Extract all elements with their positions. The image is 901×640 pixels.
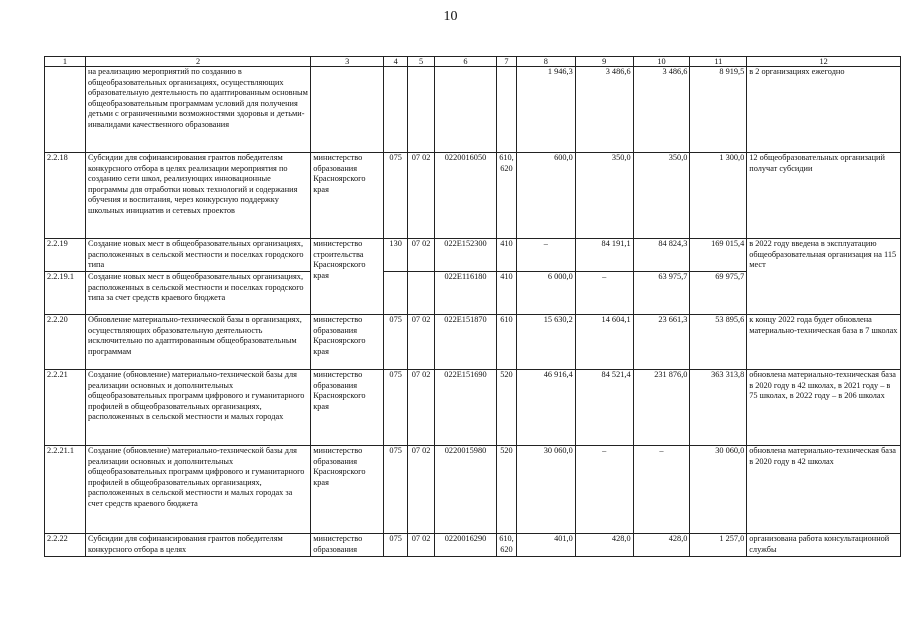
executor: министерство образования Красноярского края bbox=[311, 370, 384, 446]
grbs-code: 075 bbox=[384, 446, 408, 534]
executor: министерство образования Красноярского края bbox=[311, 315, 384, 370]
amount-2021: – bbox=[575, 272, 633, 315]
grbs-code bbox=[384, 67, 408, 153]
section-code: 07 02 bbox=[408, 370, 435, 446]
executor: министерство строительства Красноярского края bbox=[311, 239, 384, 315]
item-number: 2.2.19.1 bbox=[45, 272, 86, 315]
item-number: 2.2.19 bbox=[45, 239, 86, 272]
measure-name: Субсидии для софинансирования грантов победителям конкурсного отбора в целях bbox=[85, 534, 310, 557]
expense-code: 410 bbox=[496, 272, 516, 315]
amount-2022: 84 824,3 bbox=[633, 239, 690, 272]
expense-code: 520 bbox=[496, 370, 516, 446]
amount-total: 53 895,6 bbox=[690, 315, 747, 370]
table-row bbox=[45, 239, 901, 272]
amount-total: 1 300,0 bbox=[690, 153, 747, 239]
amount-2022: 63 975,7 bbox=[633, 272, 690, 315]
target-code: 0220015980 bbox=[435, 446, 497, 534]
target-code: 022E116180 bbox=[435, 272, 497, 315]
expense-code: 610, 620 bbox=[496, 534, 516, 557]
grbs-code: 075 bbox=[384, 370, 408, 446]
grbs-code bbox=[384, 272, 408, 315]
expense-code: 610, 620 bbox=[496, 153, 516, 239]
amount-2021: 350,0 bbox=[575, 153, 633, 239]
amount-2020: 600,0 bbox=[516, 153, 575, 239]
expected-result: в 2022 году введена в эксплуатацию общеобразовательная организация на 115 мест bbox=[747, 239, 901, 315]
grbs-code: 130 bbox=[384, 239, 408, 272]
measure-name: Обновление материально-технической базы в организациях, осуществляющих образовательную деятельность исключительно по адаптированным общеобразовательным программам bbox=[85, 315, 310, 370]
amount-2021: 428,0 bbox=[575, 534, 633, 557]
item-number: 2.2.18 bbox=[45, 153, 86, 239]
grbs-code: 075 bbox=[384, 534, 408, 557]
expense-code: 520 bbox=[496, 446, 516, 534]
expected-result: 12 общеобразовательных организаций получат субсидии bbox=[747, 153, 901, 239]
section-code: 07 02 bbox=[408, 315, 435, 370]
executor bbox=[311, 67, 384, 153]
measure-name: на реализацию мероприятий по созданию в общеобразовательных организациях, осуществляющих образовательную деятельность по адаптированным основным общеобразовательным программам условий для получения детьми с ограниченными возможностями здоровья и детьми-инвалидами качественного образования bbox=[85, 67, 310, 153]
column-number: 11 bbox=[690, 57, 747, 67]
amount-2020: 15 630,2 bbox=[516, 315, 575, 370]
target-code: 022E151870 bbox=[435, 315, 497, 370]
page-number: 10 bbox=[443, 9, 458, 24]
item-number bbox=[45, 67, 86, 153]
amount-2021: 84 191,1 bbox=[575, 239, 633, 272]
item-number: 2.2.20 bbox=[45, 315, 86, 370]
column-number: 7 bbox=[496, 57, 516, 67]
column-number: 2 bbox=[85, 57, 310, 67]
amount-2022: 350,0 bbox=[633, 153, 690, 239]
section-code: 07 02 bbox=[408, 153, 435, 239]
target-code: 0220016290 bbox=[435, 534, 497, 557]
amount-2020: 401,0 bbox=[516, 534, 575, 557]
amount-2020: – bbox=[516, 239, 575, 272]
target-code: 022E151690 bbox=[435, 370, 497, 446]
amount-total: 363 313,8 bbox=[690, 370, 747, 446]
amount-2022: 23 661,3 bbox=[633, 315, 690, 370]
grbs-code: 075 bbox=[384, 153, 408, 239]
column-number: 10 bbox=[633, 57, 690, 67]
executor: министерство образования Красноярского края bbox=[311, 446, 384, 534]
column-number: 5 bbox=[408, 57, 435, 67]
table-row bbox=[45, 446, 901, 534]
amount-2020: 30 060,0 bbox=[516, 446, 575, 534]
item-number: 2.2.22 bbox=[45, 534, 86, 557]
amount-2020: 46 916,4 bbox=[516, 370, 575, 446]
column-number: 6 bbox=[435, 57, 497, 67]
expected-result: обновлена материально-техническая база в 2020 году в 42 школах bbox=[747, 446, 901, 534]
section-code: 07 02 bbox=[408, 239, 435, 272]
measure-name: Создание (обновление) материально-технической базы для реализации основных и дополнительных общеобразовательных программ цифрового и гуманитарного профилей в общеобразовательных организациях, расположенных в сельской местности и малых городах bbox=[85, 370, 310, 446]
table-row bbox=[45, 153, 901, 239]
amount-total: 69 975,7 bbox=[690, 272, 747, 315]
amount-2021: 14 604,1 bbox=[575, 315, 633, 370]
amount-2022: 428,0 bbox=[633, 534, 690, 557]
section-code: 07 02 bbox=[408, 446, 435, 534]
column-number: 3 bbox=[311, 57, 384, 67]
executor: министерство образования Красноярского края bbox=[311, 153, 384, 239]
target-code: 0220016050 bbox=[435, 153, 497, 239]
amount-2022: 3 486,6 bbox=[633, 67, 690, 153]
column-number: 1 bbox=[45, 57, 86, 67]
amount-2021: 84 521,4 bbox=[575, 370, 633, 446]
table-row bbox=[45, 315, 901, 370]
column-number: 8 bbox=[516, 57, 575, 67]
amount-total: 30 060,0 bbox=[690, 446, 747, 534]
table-row bbox=[45, 370, 901, 446]
amount-2021: – bbox=[575, 446, 633, 534]
section-code: 07 02 bbox=[408, 534, 435, 557]
amount-2020: 6 000,0 bbox=[516, 272, 575, 315]
expected-result: в 2 организациях ежегодно bbox=[747, 67, 901, 153]
target-code: 022E152300 bbox=[435, 239, 497, 272]
budget-table bbox=[44, 56, 901, 557]
amount-total: 8 919,5 bbox=[690, 67, 747, 153]
amount-2022: – bbox=[633, 446, 690, 534]
amount-2020: 1 946,3 bbox=[516, 67, 575, 153]
column-number-row bbox=[45, 57, 901, 67]
column-number: 9 bbox=[575, 57, 633, 67]
measure-name: Создание (обновление) материально-технической базы для реализации основных и дополнительных общеобразовательных программ цифрового и гуманитарного профилей в общеобразовательных организациях, расположенных в сельской местности и малых городах за счет средств краевого бюджета bbox=[85, 446, 310, 534]
amount-total: 169 015,4 bbox=[690, 239, 747, 272]
expense-code: 410 bbox=[496, 239, 516, 272]
expected-result: организована работа консультационной службы bbox=[747, 534, 901, 557]
item-number: 2.2.21.1 bbox=[45, 446, 86, 534]
expected-result: к концу 2022 года будет обновлена материально-техническая база в 7 школах bbox=[747, 315, 901, 370]
amount-2022: 231 876,0 bbox=[633, 370, 690, 446]
column-number: 12 bbox=[747, 57, 901, 67]
target-code bbox=[435, 67, 497, 153]
measure-name: Создание новых мест в общеобразовательных организациях, расположенных в сельской местности и поселках городского типа bbox=[85, 239, 310, 272]
item-number: 2.2.21 bbox=[45, 370, 86, 446]
executor: министерство образования bbox=[311, 534, 384, 557]
column-number: 4 bbox=[384, 57, 408, 67]
table-row bbox=[45, 534, 901, 557]
section-code bbox=[408, 272, 435, 315]
measure-name: Субсидии для софинансирования грантов победителям конкурсного отбора в целях реализации мероприятия по созданию сети школ, реализующих инновационные программы для отработки новых технологий и содержания обучения и воспитания, через конкурсную поддержку школьных инициатив и сетевых проектов bbox=[85, 153, 310, 239]
table-row bbox=[45, 67, 901, 153]
amount-total: 1 257,0 bbox=[690, 534, 747, 557]
expense-code bbox=[496, 67, 516, 153]
amount-2021: 3 486,6 bbox=[575, 67, 633, 153]
section-code bbox=[408, 67, 435, 153]
expected-result: обновлена материально-техническая база в 2020 году в 42 школах, в 2021 году – в 75 школах, в 2022 году – в 206 школах bbox=[747, 370, 901, 446]
expense-code: 610 bbox=[496, 315, 516, 370]
measure-name: Создание новых мест в общеобразовательных организациях, расположенных в сельской местности и поселках городского типа за счет средств краевого бюджета bbox=[85, 272, 310, 315]
grbs-code: 075 bbox=[384, 315, 408, 370]
